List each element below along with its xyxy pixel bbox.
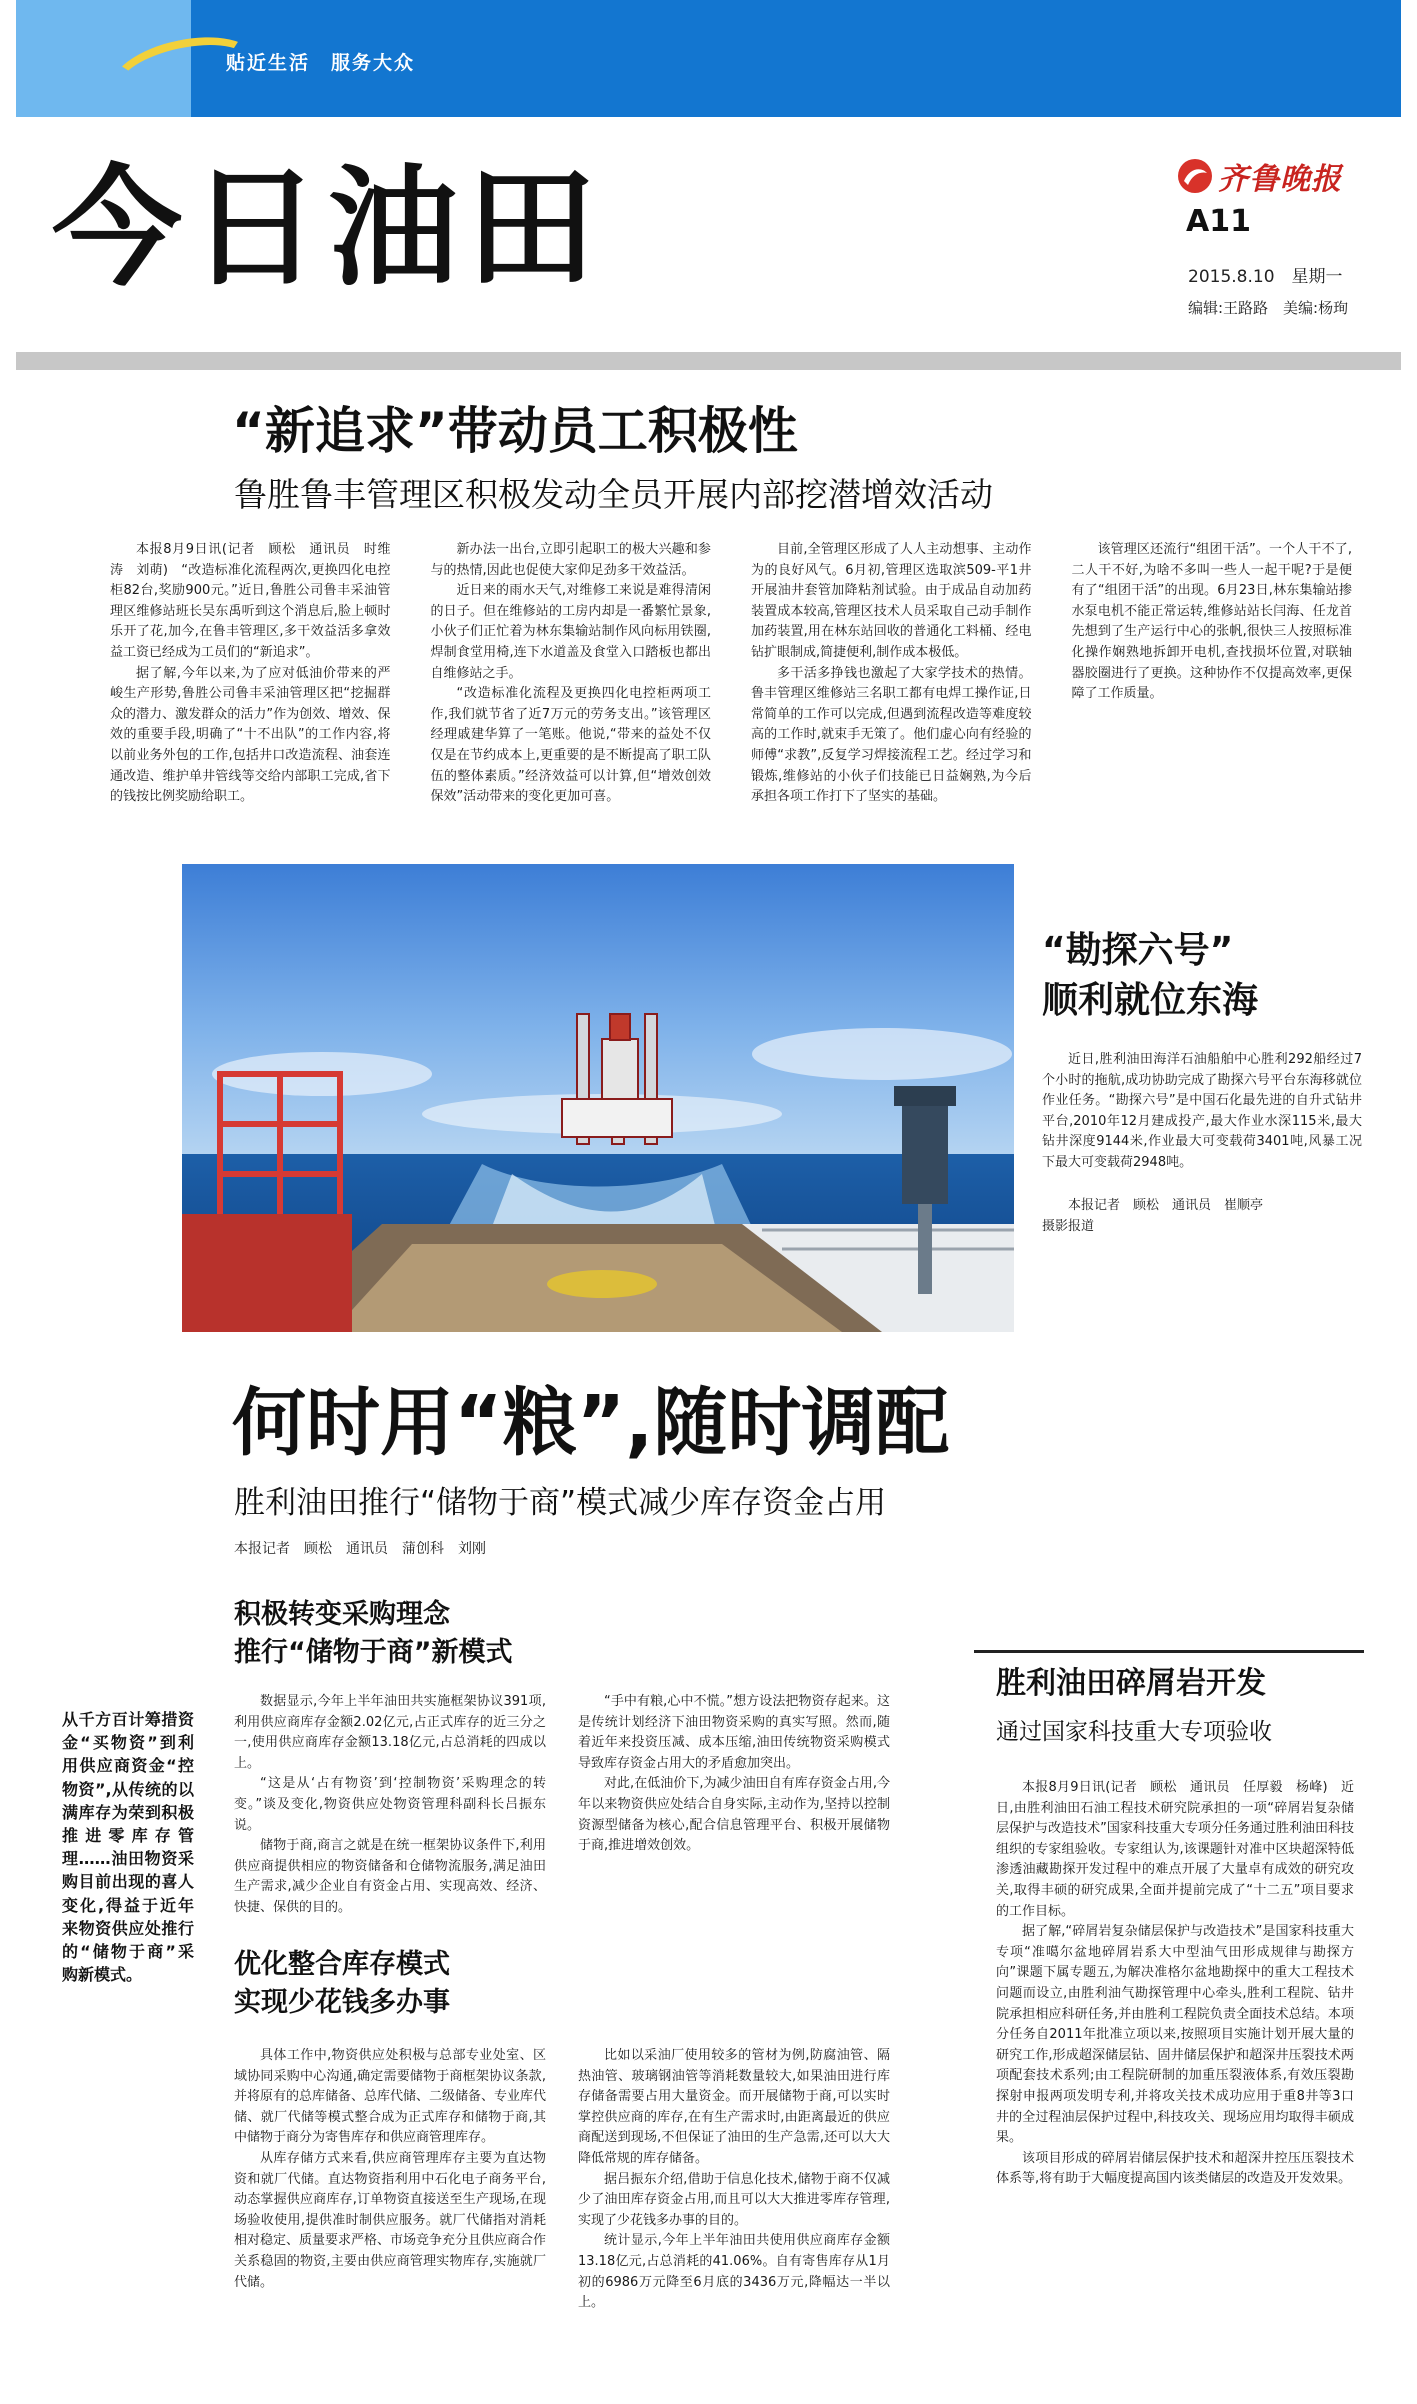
section2-paragraph: 据吕振东介绍,借助于信息化技术,储物于商不仅减少了油田库存资金占用,而且可以大大推进零库存管理,实现了少花钱多办事的目的。 [578, 2171, 890, 2228]
article1-paragraph: 新办法一出台,立即引起职工的极大兴趣和参与的热情,因此也促使大家仰足劲多干效益活。 [430, 542, 711, 578]
banner-slogan: 贴近生活 服务大众 [226, 52, 416, 74]
section1-paragraph: 对此,在低油价下,为减少油田自有库存资金占用,今年以来物资供应处结合自身实际,主动作为,坚持以控制资源型储备为核心,配合信息管理平台、积极开展储物于商,推进增效创效。 [578, 1776, 890, 1854]
article1-paragraph: 本报8月9日讯(记者 顾松 通讯员 时维涛 刘萌) “改造标准化流程两次,更换四化电控柜82台,奖励900元。”近日,鲁胜公司鲁丰采油管理区维修站班长吴东禹听到这个消息后,脸上顿时乐开了花,加今,在鲁丰管理区,多干效益活多拿效益工资已经成为工员们的“新追求”。 [110, 542, 391, 660]
ship-deck [262, 1224, 1014, 1332]
article3-headline: 胜利油田碎屑岩开发 [996, 1666, 1266, 1701]
top-banner [16, 0, 1401, 117]
section2-paragraph: 具体工作中,物资供应处积极与总部专业处室、区域协同采购中心沟通,确定需要储物于商框架协议条款,并将原有的总库储备、总库代储、二级储备、专业库代储、就厂代储等模式整合成为正式库存和储物于商,其中储物于商分为寄售库存和供应商管理库存。 [234, 2048, 547, 2146]
article2-section1-title [234, 1596, 654, 1672]
article1-body [110, 540, 1352, 845]
article2-sidebar-lead: 从千方百计筹措资金“买物资”到利用供应商资金“控物资”,从传统的以满库存为荣到积极推进零库存管理……油田物资采购目前出现的喜人变化,得益于近年来物资供应处推行的“储物于商”采购新模式。 [62, 1710, 194, 1985]
photo-feature-body [1042, 1050, 1362, 1174]
section1-paragraph: 数据显示,今年上半年油田共实施框架协议391项,利用供应商库存金额2.02亿元,占正式库存的近三分之一,使用供应商库存金额13.18亿元,占总消耗的四成以上。 [234, 1694, 546, 1771]
section1-paragraph: 储物于商,商言之就是在统一框架协议条件下,利用供应商提供相应的物资储备和仓储物流服务,满足油田生产需求,减少企业自有资金占用、实现高效、经济、快捷、保供的目的。 [234, 1838, 546, 1915]
paper-name: 齐鲁晚报 [1218, 162, 1342, 197]
section2-title-line2: 实现少花钱多办事 [234, 1987, 450, 2018]
section1-paragraph: “手中有粮,心中不慌。”想方设法把物资存起来。这是传统计划经济下油田物资采购的真实写照。然而,随着近年来投资压减、成本压缩,油田传统物资采购模式导致库存资金占用大的矛盾愈加突出。 [578, 1694, 890, 1771]
paper-logo-icon [1178, 159, 1212, 193]
article1-paragraph: 近日来的雨水天气,对维修工来说是难得清闲的日子。但在维修站的工房内却是一番繁忙景象,小伙子们正忙着为林东集输站制作风向标用铁圈,焊制食堂用椅,连下水道盖及食堂入口踏板也都出自维修站之手。 [430, 583, 711, 681]
masthead-divider [16, 352, 1401, 370]
article1-paragraph: 多干活多挣钱也激起了大家学技术的热情。鲁丰管理区维修站三名职工都有电焊工操作证,日常简单的工作可以完成,但遇到流程改造等难度较高的工作时,就束手无策了。他们虚心向有经验的师傅“求教”,反复学习焊接流程工艺。经过学习和锻炼,维修站的小伙子们技能已日益娴熟,为今后承担各项工作打下了坚实的基础。 [751, 665, 1032, 805]
article2-headline: 何时用“粮”,随时调配 [232, 1380, 950, 1466]
article3-paragraph: 该项目形成的碎屑岩储层保护技术和超深井控压压裂技术体系等,将有助于大幅度提高国内该类储层的改造及开发效果。 [996, 2150, 1354, 2187]
article1-paragraph: 据了解,今年以来,为了应对低油价带来的严峻生产形势,鲁胜公司鲁丰采油管理区把“挖掘群众的潜力、激发群众的活力”作为创效、增效、保效的重要手段,明确了“十不出队”的工作内容,将以前业务外包的工作,包括井口改造流程、油套连通改造、维护单井管线等交给内部职工完成,省下的钱按比例奖励给职工。 [110, 665, 391, 805]
article1-headline: “新追求”带动员工积极性 [232, 402, 798, 460]
article3-body [996, 1778, 1354, 2358]
section1-paragraph: “这是从‘占有物资’到‘控制物资’采购理念的转变。”谈及变化,物资供应处物资管理科副科长吕振东说。 [234, 1776, 546, 1833]
photo-feature-credit-line2: 摄影报道 [1042, 1218, 1095, 1234]
photo-feature-headline-line2: 顺利就位东海 [1042, 980, 1259, 1021]
article2-section2-title [234, 1946, 654, 2022]
article2-section1-col2 [578, 1692, 890, 1857]
article3-paragraph: 据了解,“碎屑岩复杂储层保护与改造技术”是国家科技重大专项“准噶尔盆地碎屑岩系大中型油气田形成规律与勘探方向”课题下属专题五,为解决准格尔盆地勘探中的重大工程技术问题而设立,由胜利油气勘探管理中心牵头,胜利工程院、钻井院承担相应科研任务,并由胜利工程院负责全面技术总结。本项分任务自2011年批准立项以来,按照项目实施计划开展大量的研究工作,形成超深储层钻、固井储层保护和超深井压裂技术两项配套技术系列;由工程院研制的加重压裂液体系,有效压裂勘探射申报两项发明专利,并将攻关技术成功应用于重8井等3口井的全过程油层保护过程中,科技攻关、现场应用均取得丰硕成果。 [996, 1924, 1354, 2146]
article3-paragraph: 本报8月9日讯(记者 顾松 通讯员 任厚毅 杨峰) 近日,由胜利油田石油工程技术研究院承担的一项“碎屑岩复杂储层保护与改造技术”国家科技重大专项分任务通过胜利油田科技组织的专家组验收。专家组认为,该课题针对准中区块超深特低渗透油藏勘探开发过程中的难点开展了大量卓有成效的研究攻关,取得丰硕的研究成果,全面并提前完成了“十二五”项目要求的工作目标。 [996, 1780, 1354, 1919]
section2-paragraph: 从库存储方式来看,供应商管理库存主要为直达物资和就厂代储。直达物资指利用中石化电子商务平台,动态掌握供应商库存,订单物资直接送至生产现场,在现场验收使用,提供准时制供应服务。就厂代储指对消耗相对稳定、质量要求严格、市场竞争充分且供应商合作关系稳固的物资,主要由供应商管理实物库存,实施就厂代储。 [234, 2150, 547, 2290]
article2-subheadline: 胜利油田推行“储物于商”模式减少库存资金占用 [234, 1485, 887, 1521]
article2-byline: 本报记者 顾松 通讯员 蒲创科 刘刚 [234, 1541, 486, 1557]
article2-section2-col1 [234, 2046, 546, 2293]
section2-title-line1: 优化整合库存模式 [234, 1949, 450, 1980]
article3-rule [974, 1650, 1364, 1653]
article3-subheadline: 通过国家科技重大专项验收 [996, 1719, 1272, 1745]
photo-feature-paragraph: 近日,胜利油田海洋石油船舶中心胜利292船经过7个小时的拖航,成功协助完成了勘探六号平台东海移就位作业任务。“勘探六号”是中国石化最先进的自升式钻井平台,2010年12月建成投产,最大作业水深115米,最大钻井深度9144米,作业最大可变载荷3401吨,风暴工况下最大可变载荷2948吨。 [1042, 1052, 1362, 1170]
section1-title-line1: 积极转变采购理念 [234, 1599, 450, 1630]
section2-paragraph: 统计显示,今年上半年油田共使用供应商库存金额13.18亿元,占总消耗的41.06%。自有寄售库存从1月初的6986万元降至6月底的3436万元,降幅达一半以上。 [578, 2233, 890, 2311]
photo-feature-credit-line1: 本报记者 顾松 通讯员 崔顺亭 [1068, 1198, 1264, 1213]
photo-feature-credit [1042, 1196, 1362, 1237]
drilling-platform-photo [182, 864, 1014, 1332]
article2-section2-col2 [578, 2046, 890, 2314]
issue-date: 2015.8.10 星期一 [1188, 267, 1343, 287]
section1-title-line2: 推行“储物于商”新模式 [234, 1637, 513, 1668]
article1-paragraph: “改造标准化流程及更换四化电控柜两项工作,我们就节省了近7万元的劳务支出。”该管理区经理戚建华算了一笔账。他说,“带来的益处不仅仅是在节约成本上,更重要的是不断提高了职工队伍的整体素质。”经济效益可以计算,但“增效创效保效”活动带来的变化更加可喜。 [430, 686, 711, 805]
article1-paragraph: 该管理区还流行“组团干活”。一个人干不了,二人干不好,为啥不多叫一些人一起干呢?于是便有了“组团干活”的出现。6月23日,林东集输站掺水泵电机不能正常运转,维修站站长闫海、任龙首先想到了生产运行中心的张帆,很快三人按照标准化操作娴熟地拆卸开电机,查找损坏位置,对联轴器胶圈进行了更换。这种协作不仅提高效率,更保障了工作质量。 [1071, 542, 1352, 702]
paper-logo [1178, 156, 1342, 196]
article1-subheadline: 鲁胜鲁丰管理区积极发动全员开展内部挖潜增效活动 [234, 475, 993, 514]
section2-paragraph: 比如以采油厂使用较多的管材为例,防腐油管、隔热油管、玻璃钢油管等消耗数量较大,如果油田进行库存储备需要占用大量资金。而开展储物于商,可以实时掌控供应商的库存,在有生产需求时,由距离最近的供应商配送到现场,不但保证了油田的生产急需,还可以大大降低常规的库存储备。 [578, 2048, 890, 2166]
platform-rig [562, 1014, 672, 1144]
photo-feature-headline-line1: “勘探六号” [1042, 930, 1234, 971]
article2-section1-col1 [234, 1692, 546, 1919]
article1-paragraph: 目前,全管理区形成了人人主动想事、主动作为的良好风气。6月初,管理区选取滨509-平1井开展油井套管加降粘剂试验。由于成品自动加药装置成本较高,管理区技术人员采取自己动手制作加药装置,用在林东站回收的普通化工料桶、经电钻扩眼制成,简捷便利,制作成本极低。 [751, 542, 1032, 660]
page-number: A11 [1186, 204, 1251, 239]
masthead-title: 今日油田 [52, 151, 605, 304]
editors-line: 编辑:王路路 美编:杨珣 [1188, 299, 1349, 317]
